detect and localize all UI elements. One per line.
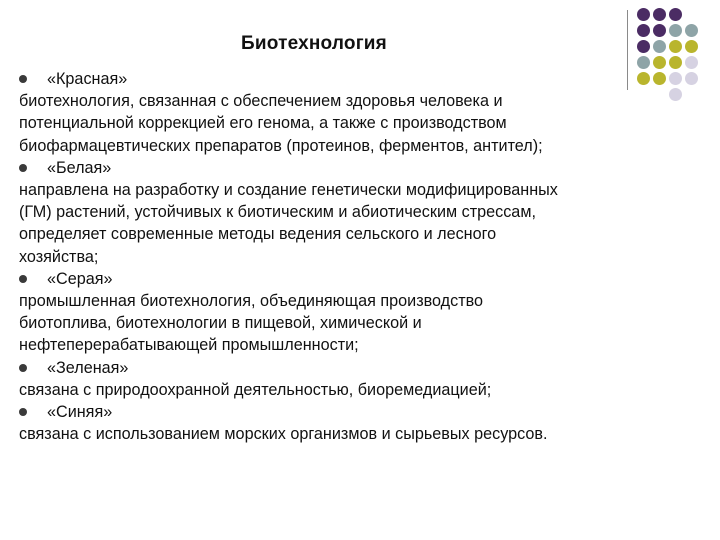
bullet-label: «Синяя»: [47, 403, 113, 422]
decorative-dot: [653, 40, 666, 53]
decorative-dot: [669, 24, 682, 37]
decorative-dot: [637, 40, 650, 53]
decorative-dot: [637, 24, 650, 37]
bullet-list: [19, 68, 709, 445]
slide-title: Биотехнология: [241, 33, 387, 54]
list-item: [19, 68, 709, 157]
list-item: [19, 268, 709, 357]
desc-line: промышленная биотехнология, объединяющая производство: [19, 292, 484, 311]
decorative-dot: [669, 40, 682, 53]
list-item: [19, 157, 709, 268]
desc-line: направлена на разработку и создание генетически модифицированных: [19, 181, 558, 200]
bullet-label: «Серая»: [47, 269, 113, 288]
desc-line: биофармацевтических препаратов (протеинов, ферментов, антител);: [19, 136, 543, 155]
desc-line: хозяйства;: [19, 247, 99, 266]
bullet-icon: [19, 75, 27, 83]
desc-line: связана с использованием морских организмов и сырьевых ресурсов.: [19, 425, 548, 444]
item-description: [19, 290, 709, 357]
list-item: [19, 401, 709, 445]
desc-line: биотоплива, биотехнологии в пищевой, химической и: [19, 314, 422, 333]
bullet-icon: [19, 275, 27, 283]
item-description: [19, 179, 709, 268]
desc-line: определяет современные методы ведения сельского и лесного: [19, 225, 497, 244]
item-description: [19, 90, 709, 157]
bullet-icon: [19, 364, 27, 372]
decorative-dot: [653, 8, 666, 21]
desc-line: связана с природоохранной деятельностью, биоремедиацией;: [19, 380, 492, 399]
decorative-dot: [653, 24, 666, 37]
decorative-dot: [685, 24, 698, 37]
decorative-dot: [637, 8, 650, 21]
list-item: [19, 357, 709, 401]
item-description: [19, 423, 709, 445]
desc-line: биотехнология, связанная с обеспечением здоровья человека и: [19, 92, 503, 111]
decorative-dot: [669, 8, 682, 21]
desc-line: нефтеперерабатывающей промышленности;: [19, 336, 359, 355]
decorative-dot: [685, 40, 698, 53]
bullet-icon: [19, 164, 27, 172]
bullet-label: «Белая»: [47, 158, 112, 177]
desc-line: (ГМ) растений, устойчивых к биотическим и абиотическим стрессам,: [19, 203, 536, 222]
bullet-label: «Красная»: [47, 70, 128, 88]
bullet-icon: [19, 408, 27, 416]
desc-line: потенциальной коррекцией его генома, а также с производством: [19, 114, 507, 133]
item-description: [19, 379, 709, 401]
bullet-label: «Зеленая»: [47, 358, 129, 377]
